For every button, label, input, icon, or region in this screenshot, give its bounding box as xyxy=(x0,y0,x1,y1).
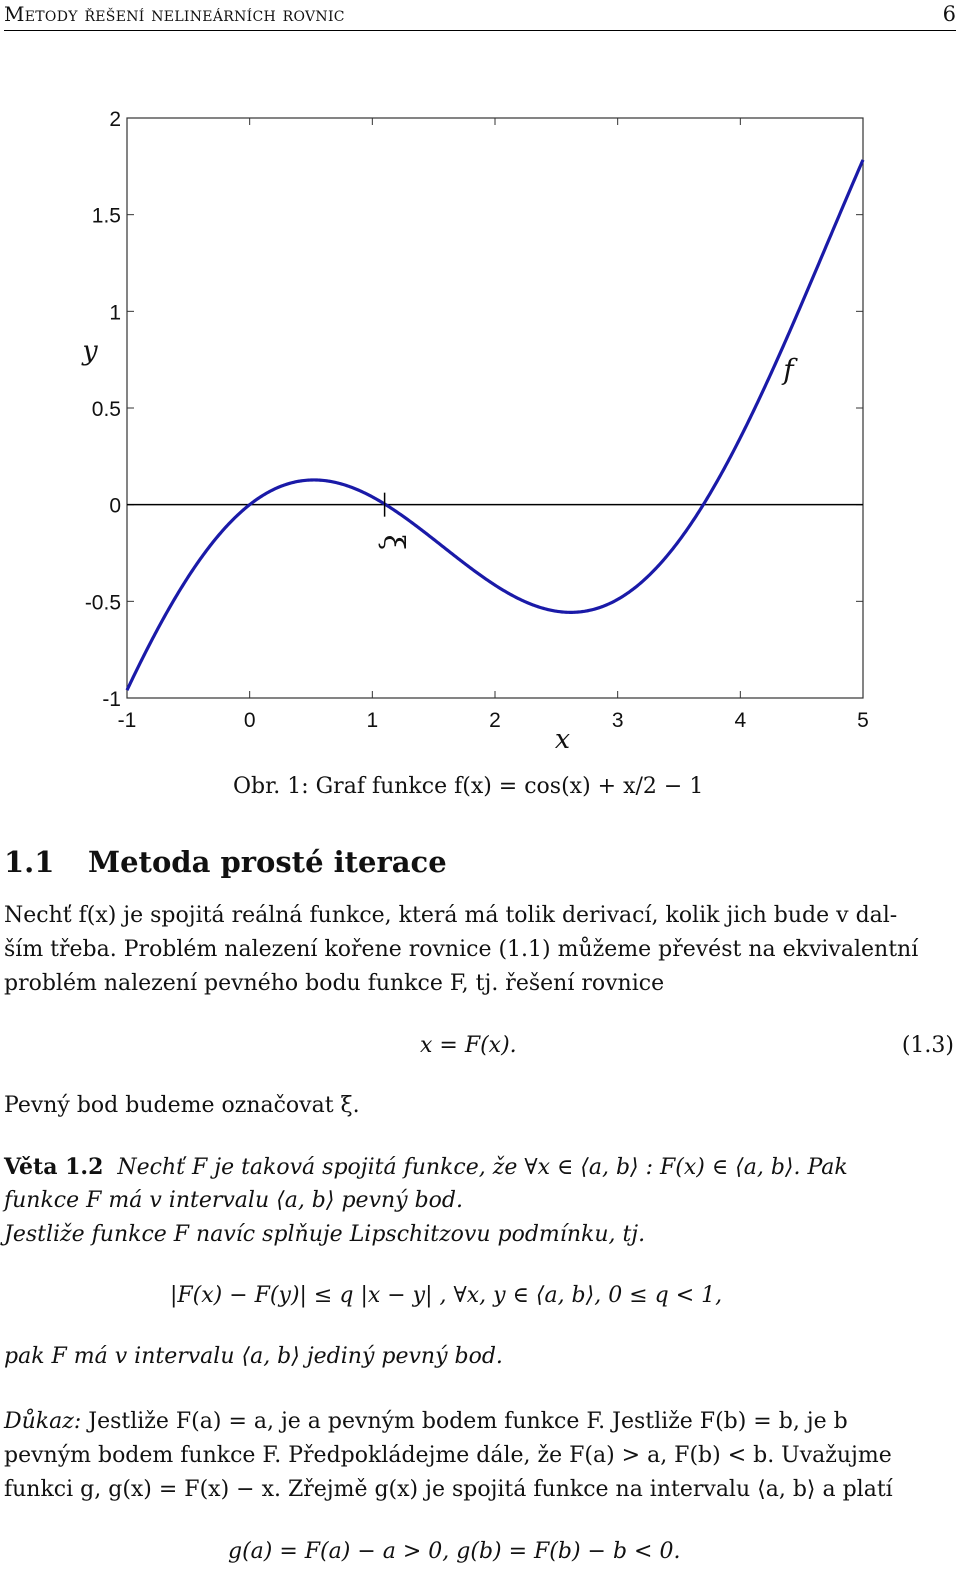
y-tick-label: 2 xyxy=(109,108,121,131)
theorem-line: Nechť F je taková spojitá funkce, že ∀x ∈ ⟨a, b⟩ : F(x) ∈ ⟨a, b⟩. Pak xyxy=(117,1155,848,1180)
x-tick-label: 4 xyxy=(734,709,747,732)
function-plot xyxy=(0,80,960,760)
proof-equation: g(a) = F(a) − a > 0, g(b) = F(b) − b < 0. xyxy=(228,1539,681,1564)
equation-fixed-point: x = F(x). xyxy=(420,1033,517,1058)
x-axis-label: x xyxy=(554,724,571,755)
x-tick-label: -1 xyxy=(117,709,137,732)
running-title: Metody řešení nelineárních rovnic xyxy=(4,2,345,26)
paragraph-line: Nechť f(x) je spojitá reálná funkce, která má tolik derivací, kolik jich bude v dal- xyxy=(4,903,898,928)
y-tick-label: -1 xyxy=(102,688,121,711)
proof-label: Důkaz: xyxy=(4,1409,82,1434)
y-tick-label: 0 xyxy=(109,494,121,518)
theorem-label: Věta 1.2 xyxy=(4,1154,104,1180)
theorem-conclusion: pak F má v intervalu ⟨a, b⟩ jediný pevný bod. xyxy=(4,1344,503,1369)
theorem-line: Jestliže funkce F navíc splňuje Lipschitzovu podmínku, tj. xyxy=(4,1222,646,1247)
x-axis-ticks xyxy=(118,118,869,732)
x-tick-label: 2 xyxy=(489,709,501,732)
y-tick-label: 1.5 xyxy=(91,204,121,228)
y-axis-ticks xyxy=(85,108,863,711)
y-tick-label: -0.5 xyxy=(84,591,121,615)
x-tick-label: 3 xyxy=(611,709,624,732)
proof-first-line xyxy=(4,1405,848,1439)
x-tick-label: 5 xyxy=(857,709,869,732)
theorem-first-line xyxy=(4,1150,848,1185)
theorem-line: funkce F má v intervalu ⟨a, b⟩ pevný bod. xyxy=(4,1188,463,1213)
lipschitz-condition: |F(x) − F(y)| ≤ q |x − y| , ∀x, y ∈ ⟨a, b⟩, 0 ≤ q < 1, xyxy=(170,1283,723,1308)
proof-line: funkci g, g(x) = F(x) − x. Zřejmě g(x) je spojitá funkce na intervalu ⟨a, b⟩ a platí xyxy=(4,1477,893,1502)
y-axis-label: y xyxy=(82,335,98,367)
fixed-point-note: Pevný bod budeme označovat ξ. xyxy=(4,1093,360,1118)
series-curve-group xyxy=(127,160,863,690)
plot-border xyxy=(127,118,863,698)
proof-line: pevným bodem funkce F. Předpokládejme dále, že F(a) > a, F(b) < b. Uvažujme xyxy=(4,1443,892,1468)
root-label-xi: ξ xyxy=(377,534,411,551)
section-title: Metoda prosté iterace xyxy=(88,845,447,879)
plot-frame xyxy=(127,118,863,698)
paragraph-line: ším třeba. Problém nalezení kořene rovnice (1.1) můžeme převést na ekvivalentní xyxy=(4,937,919,962)
figure-caption: Obr. 1: Graf funkce f(x) = cos(x) + x/2 − 1 xyxy=(233,774,704,799)
x-tick-label: 1 xyxy=(366,709,379,732)
equation-number: (1.3) xyxy=(901,1033,954,1058)
y-tick-label: 1 xyxy=(109,301,121,325)
proof-line: Jestliže F(a) = a, je a pevným bodem funkce F. Jestliže F(b) = b, je b xyxy=(81,1409,848,1434)
y-tick-label: 0.5 xyxy=(91,398,121,421)
series-curve-f xyxy=(127,160,863,690)
x-tick-label: 0 xyxy=(243,709,256,732)
axis-labels xyxy=(81,336,570,755)
section-number: 1.1 xyxy=(4,845,55,879)
section-heading xyxy=(4,845,447,879)
page-number: 6 xyxy=(942,2,956,26)
series-label-f: f xyxy=(783,353,794,386)
paragraph-line: problém nalezení pevného bodu funkce F, tj. řešení rovnice xyxy=(4,971,665,996)
